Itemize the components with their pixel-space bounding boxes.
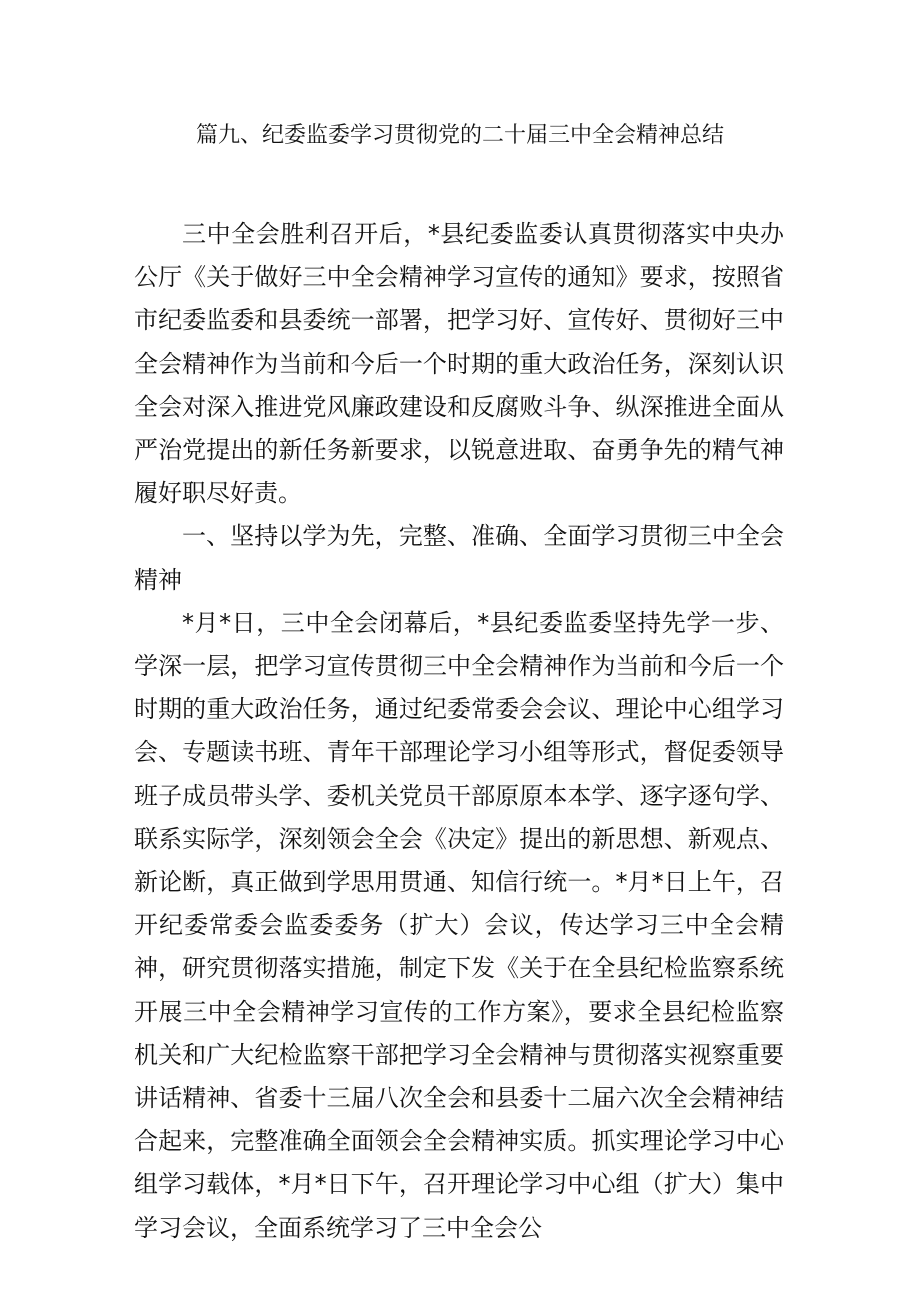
document-title: 篇九、纪委监委学习贯彻党的二十届三中全会精神总结: [195, 123, 724, 148]
paragraph-section-1: *月*日，三中全会闭幕后，*县纪委监委坚持先学一步、学深一层，把学习宣传贯彻三中全会精神作为当前和今后一个时期的重大政治任务，通过纪委常委会会议、理论中心组学习会、专题读书班、青年干部理论学习小组等形式，督促委领导班子成员带头学、委机关党员干部原原本本学、逐字逐句学、联系实际学，深刻领会全会《决定》提出的新思想、新观点、新论断，真正做到学思用贯通、知信行统一。*月*日上午，召开纪委常委会监委委务（扩大）会议，传达学习三中全会精神，研究贯彻落实措施，制定下发《关于在全县纪检监察系统开展三中全会精神学习宣传的工作方案》，要求全县纪检监察机关和广大纪检监察干部把学习全会精神与贯彻落实视察重要讲话精神、省委十三届八次全会和县委十二届六次全会精神结合起来，完整准确全面领会全会精神实质。抓实理论学习中心组学习载体，*月*日下午，召开理论学习中心组（扩大）集中学习会议，全面系统学习了三中全会公: [134, 608, 784, 1242]
paragraph-intro: 三中全会胜利召开后，*县纪委监委认真贯彻落实中央办公厅《关于做好三中全会精神学习宣传的通知》要求，按照省市纪委监委和县委统一部署，把学习好、宣传好、贯彻好三中全会精神作为当前和今后一个时期的重大政治任务，深刻认识全会对深入推进党风廉政建设和反腐败斗争、纵深推进全面从严治党提出的新任务新要求，以锐意进取、奋勇争先的精气神履好职尽好责。: [134, 220, 784, 508]
document-body: [134, 213, 784, 1250]
section-heading-1: 一、坚持以学为先，完整、准确、全面学习贯彻三中全会精神: [134, 522, 784, 594]
